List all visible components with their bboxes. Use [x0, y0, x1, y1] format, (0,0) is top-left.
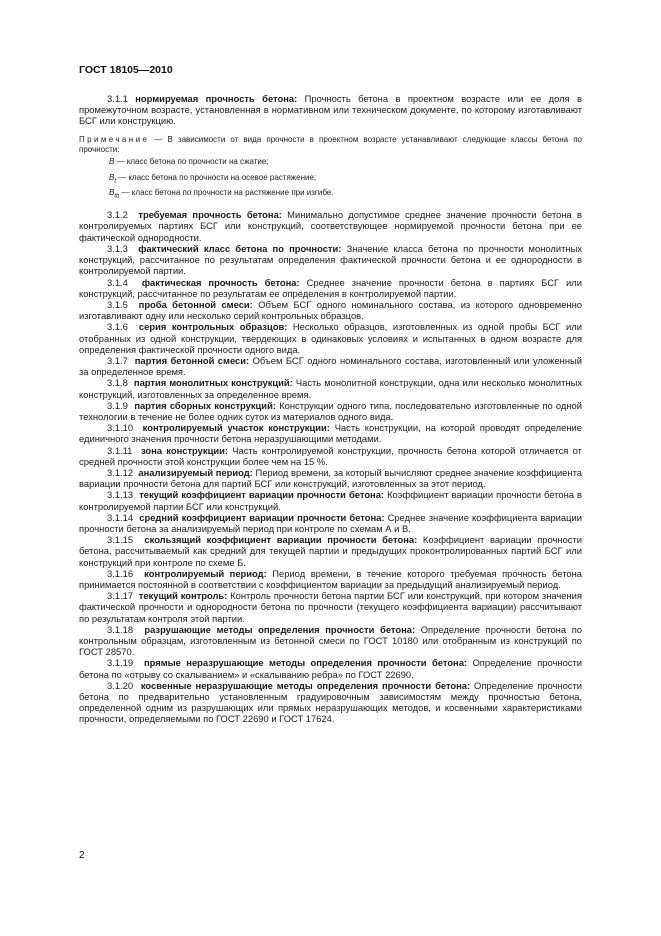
definition-number: 3.1.7	[107, 354, 128, 366]
definition-number: 3.1.15	[107, 534, 134, 546]
definition-term: партия сборных конструкций:	[134, 399, 276, 411]
definition-text: Минимально допустимое среднее значение прочности бетона в контролируемых партиях БСГ или конструкций, соответствующее нормируемой прочности бетона при ее фактической однородности.	[79, 209, 582, 243]
definition-paragraph	[79, 512, 582, 534]
definition-text: Объем БСГ одного номинального состава, из которого одновременно изготавливают одну или несколько серий контрольных образцов.	[79, 298, 583, 322]
definition-paragraph	[79, 590, 582, 624]
definition-number: 3.1.6	[107, 321, 128, 333]
definition-paragraph	[79, 209, 582, 243]
definition-paragraph	[79, 489, 582, 511]
definition-term: контролируемый участок конструкции:	[142, 422, 330, 434]
note-item-text: — класс бетона по прочности на растяжение при изгибе.	[119, 188, 334, 198]
definition-paragraph	[79, 422, 582, 444]
definition-paragraph	[79, 243, 582, 277]
definition-text: Определение прочности бетона по контрольным образцам, изготовленным из бетонной смеси по ГОСТ 10180 или отобранным из конструкций по ГОСТ 28570.	[79, 623, 582, 658]
definition-text: Определение прочности бетона по предварительно установленным градуировочным зависимостям между прочностью бетона, определенной одним из разрушающих или прямых неразрушающих методов, и косвенными характеристиками прочности, определяемыми по ГОСТ 22690 и ГОСТ 17624.	[79, 679, 583, 725]
definition-term: текущий контроль:	[138, 590, 228, 602]
note-item	[109, 187, 582, 203]
definition-term: косвенные неразрушающие методы определения прочности бетона:	[140, 679, 471, 691]
definition-text: Прочность бетона в проектном возрасте или ее доля в промежуточном возрасте, установленная в нормативном или техническом документе, по которому изготавливают БСГ или конструкцию.	[79, 93, 582, 127]
document-body	[79, 93, 582, 725]
definition-text: Часть конструкции, на которой проводят определение единичного значения прочности бетона неразрушающими методами.	[79, 422, 582, 445]
definition-term: нормируемая прочность бетона:	[135, 93, 298, 104]
definition-paragraph	[79, 299, 582, 321]
definition-text: Среднее значение коэффициента вариации прочности бетона за анализируемый период при контроле по схемам А и В.	[79, 511, 582, 534]
page-number: 2	[79, 850, 85, 861]
definition-paragraph	[79, 467, 582, 489]
definition-paragraph	[79, 534, 582, 568]
definition-number: 3.1.16	[107, 567, 134, 579]
definition-text: Коэффициент вариации прочности бетона, рассчитываемый как средний для текущей партии и предыдущих проконтролированных партий БСГ или конструкций при контроле по схеме Б.	[79, 534, 582, 568]
definition-paragraph	[79, 355, 582, 377]
definition-text: Контроль прочности бетона партии БСГ или конструкций, при котором значения фактической прочности и однородности бетона по прочности (текущего коэффициента вариации) рассчитывают по результатам контроля этой партии.	[79, 590, 582, 624]
definition-paragraph	[79, 624, 582, 658]
definition-term: анализируемый период:	[138, 466, 253, 478]
definition-number: 3.1.9	[107, 399, 128, 411]
definition-number: 3.1.20	[107, 679, 134, 691]
note-item-symbol: B	[109, 156, 115, 166]
definition-paragraph	[79, 277, 582, 299]
definition-number: 3.1.14	[107, 511, 134, 523]
definition-paragraph	[79, 377, 582, 399]
definition-term: прямые неразрушающие методы определения прочности бетона:	[143, 657, 468, 669]
definition-paragraph	[79, 445, 582, 467]
definition-number: 3.1.19	[107, 657, 134, 669]
definition-term: проба бетонной смеси:	[138, 298, 253, 310]
definition-term: требуемая прочность бетона:	[138, 209, 282, 221]
document-header: ГОСТ 18105—2010	[79, 64, 173, 76]
definition-text: Объем БСГ одного номинального состава, изготовленный или уложенный за определенное время.	[79, 354, 582, 378]
definition-text: Несколько образцов, изготовленных из одной пробы БСГ или отобранных из одной конструкции, твердеющих в одинаковых условиях и испытанных в одном возрасте для определения фактической прочности одного вида.	[79, 321, 582, 355]
definition-number: 3.1.13	[107, 489, 134, 501]
definition-number: 3.1.3	[107, 242, 128, 254]
definition-text: Период времени, в течение которого требуемая прочность бетона принимается постоянной в соответствии с коэффициентом вариации за предыдущий анализируемый период.	[79, 567, 583, 590]
definition-number: 3.1.18	[107, 623, 134, 635]
definition-number: 3.1.17	[107, 590, 134, 602]
note-item	[109, 156, 582, 172]
note-item	[109, 172, 582, 188]
definition-text: Часть монолитной конструкции, одна или несколько монолитных конструкций, изготовленных за определенное время.	[79, 377, 583, 400]
definition-number: 3.1.5	[107, 298, 128, 310]
definition-paragraph	[79, 321, 582, 355]
definition-paragraph	[79, 93, 582, 127]
definition-term: скользящий коэффициент вариации прочности бетона:	[144, 534, 418, 546]
note-item-symbol: B	[109, 172, 115, 182]
note-item-text: — класс бетона по прочности на осевое растяжение;	[116, 172, 317, 182]
definition-number: 3.1.11	[107, 444, 133, 456]
definition-number: 3.1.1	[107, 93, 128, 104]
definition-term: фактическая прочность бетона:	[141, 276, 300, 288]
note	[79, 135, 582, 156]
definition-term: средний коэффициент вариации прочности бетона:	[139, 511, 385, 523]
definition-text: Среднее значение прочности бетона в партиях БСГ или конструкций, рассчитанное по результатам ее определения в контролируемой партии.	[79, 276, 582, 299]
note-item-symbol: B	[109, 188, 115, 198]
definition-term: разрушающие методы определения прочности бетона:	[144, 623, 416, 635]
note-text: — В зависимости от вида прочности в проектном возрасте устанавливают следующие классы бетона по прочности:	[79, 134, 582, 155]
definition-paragraph	[79, 400, 582, 422]
definition-paragraph	[79, 568, 582, 590]
definition-number: 3.1.10	[107, 422, 134, 434]
definition-number: 3.1.12	[107, 466, 134, 478]
definition-text: Период времени, за который вычисляют среднее значение коэффициента вариации прочности бетона для партий БСГ или конструкций, изготовленных за этот период.	[79, 466, 582, 490]
definition-number: 3.1.8	[107, 377, 128, 389]
definition-term: серия контрольных образцов:	[138, 321, 288, 333]
note-item-subscript: tb	[114, 193, 120, 200]
definition-text: Конструкции одного типа, последовательно изготовленные по одной технологии в течение не более одних суток из материалов одного вида.	[79, 399, 582, 422]
definition-term: партия монолитных конструкций:	[133, 377, 293, 389]
definition-term: партия бетонной смеси:	[134, 354, 250, 366]
note-item-text: — класс бетона по прочности на сжатие;	[114, 156, 269, 166]
definition-paragraph	[79, 657, 582, 679]
definition-paragraph	[79, 680, 582, 725]
note-heading: Примечание	[79, 134, 150, 144]
definition-text: Значение класса бетона по прочности монолитных конструкций, рассчитанное по результатам определения фактической прочности бетона и ее однородности в контролируемой партии.	[79, 242, 583, 277]
definition-number: 3.1.4	[107, 276, 128, 288]
definition-term: текущий коэффициент вариации прочности бетона:	[139, 489, 385, 501]
definition-term: контролируемый период:	[144, 567, 267, 579]
note-item-subscript: t	[114, 178, 117, 185]
definition-number: 3.1.2	[107, 209, 128, 221]
definition-term: фактический класс бетона по прочности:	[138, 242, 342, 254]
definitions-list	[79, 209, 582, 724]
definition-text: Часть контролируемой конструкции, прочность бетона которой отличается от средней прочности этой конструкции более чем на 15 %.	[79, 444, 582, 467]
definition-term: зона конструкции:	[140, 444, 228, 456]
definition-text: Определение прочности бетона по «отрыву со скалыванием» и «скалыванию ребра» по ГОСТ 22690.	[79, 657, 582, 680]
definition-text: Коэффициент вариации прочности бетона в контролируемой партии БСГ или конструкций.	[79, 489, 582, 512]
